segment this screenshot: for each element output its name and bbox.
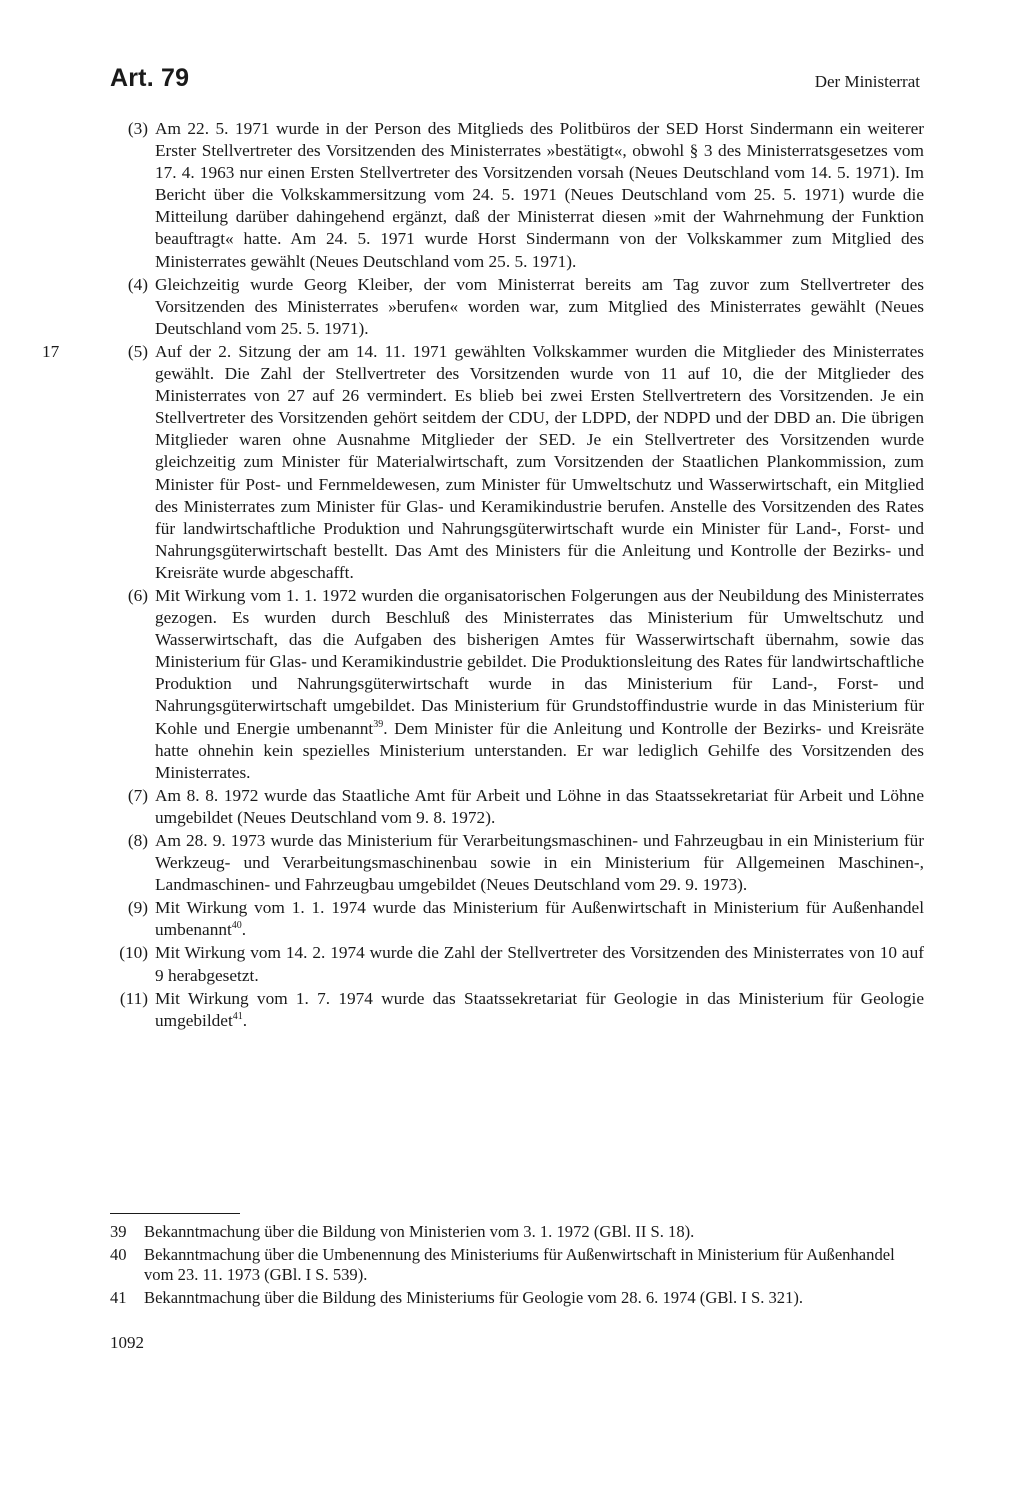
paragraph-number: (5) (127, 341, 148, 361)
paragraph-8 (108, 830, 924, 896)
paragraph-4 (108, 274, 924, 340)
footnote-41 (110, 1288, 925, 1309)
paragraph-text: Gleichzeitig wurde Georg Kleiber, der vom Ministerrat bereits am Tag zuvor zum Stellvertreter des Vorsitzenden des Ministerrates »berufen« worden war, zum Mitglied des Ministerrates gewählt (Neues Deutschland vom 25. 5. 1971). (155, 274, 924, 338)
footnote-number: 41 (110, 1287, 127, 1307)
footnote-text: Bekanntmachung über die Bildung des Ministeriums für Geologie vom 28. 6. 1974 (GBl. I S. 321). (144, 1287, 804, 1307)
footnote-text: Bekanntmachung über die Umbenennung des Ministeriums für Außenwirtschaft in Ministerium für Außenhandel vom 23. 11. 1973 (GBl. I S. 539). (144, 1244, 895, 1284)
paragraph-text: Mit Wirkung vom 14. 2. 1974 wurde die Zahl der Stellvertreter des Vorsitzenden des Ministerrates von 10 auf 9 herabgesetzt. (155, 943, 924, 985)
main-text (42, 118, 924, 1033)
paragraph-7 (108, 785, 924, 829)
paragraph-number: (6) (127, 585, 148, 605)
footnote-text: Bekanntmachung über die Bildung von Ministerien vom 3. 1. 1972 (GBl. II S. 18). (144, 1222, 695, 1241)
paragraph-text: Mit Wirkung vom 1. 1. 1974 wurde das Ministerium für Außenwirtschaft in Ministerium für Außenhandel umbenannt (155, 898, 924, 940)
footnote-ref-40[interactable]: 40 (231, 920, 242, 932)
paragraph-text-cont: . Dem Minister für die Anleitung und Kontrolle der Bezirks- und Kreisräte hatte ohnehin kein spezielles Ministerium unterstanden. Er war lediglich Gehilfe des Vorsitzenden des Ministerrates. (155, 718, 924, 782)
footnote-ref-39[interactable]: 39 (373, 718, 384, 730)
page-number: 1092 (110, 1333, 144, 1352)
paragraph-number: (11) (119, 988, 148, 1008)
paragraph-number: (8) (127, 831, 148, 850)
paragraph-10 (108, 942, 924, 986)
paragraph-text: Am 8. 8. 1972 wurde das Staatliche Amt für Arbeit und Löhne in das Staatssekretariat für Arbeit und Löhne umgebildet (Neues Deutschland vom 9. 8. 1972). (155, 785, 924, 827)
paragraph-text: Am 22. 5. 1971 wurde in der Person des Mitglieds des Politbüros der SED Horst Sindermann ein weiterer Erster Stellvertreter des Vorsitzenden des Ministerrates »bestätigt«, obwohl § 3 des Ministerratsgesetzes vom 17. 4. 1963 nur einen Ersten Stellvertreter des Vorsitzenden vorsah (Neues Deutschland vom 14. 5. 1971). Im Bericht über die Volkskammersitzung vom 24. 5. 1971 (Neues Deutschland vom 25. 5. 1971) wurde die Mitteilung darüber dahingehend ergänzt, daß der Ministerrat diesen »mit der Wahrnehmung der Funktion beauftragt« hatte. Am 24. 5. 1971 wurde Horst Sindermann von der Volkskammer zum Mitglied des Ministerrates gewählt (Neues Deutschland vom 25. 5. 1971). (155, 119, 924, 271)
paragraph-text-cont: . (242, 1010, 248, 1030)
paragraph-text: Mit Wirkung vom 1. 7. 1974 wurde das Staatssekretariat für Geologie in das Ministerium für Geologie umgebildet (155, 988, 924, 1030)
running-head: Der Ministerrat (814, 72, 920, 91)
paragraph-11 (108, 988, 924, 1032)
paragraph-text: Mit Wirkung vom 1. 1. 1972 wurden die organisatorischen Folgerungen aus der Neubildung des Ministerrates gezogen. Es wurden durch Beschluß des Ministerrates das Ministerium für Umweltschutz und Wasserwirtschaft, das die Aufgaben des bisherigen Amtes für Wasserwirtschaft übernahm, sowie das Ministerium für Glas- und Keramikindustrie gebildet. Die Produktionsleitung des Rates für landwirtschaftliche Produktion und Nahrungsgüterwirtschaft wurde in das Ministerium für Land-, Forst- und Nahrungsgüterwirtschaft umgebildet. Das Ministerium für Grundstoffindustrie wurde in das Ministerium für Kohle und Energie umbenannt (155, 585, 924, 738)
footnote-rule (110, 1213, 240, 1214)
paragraph-number: (10) (119, 943, 148, 963)
paragraph-6 (108, 585, 924, 784)
footnote-39 (110, 1222, 925, 1243)
footnote-40 (110, 1245, 925, 1286)
article-heading: Art. 79 (110, 64, 190, 92)
footnote-number: 40 (110, 1244, 127, 1264)
paragraph-number: (4) (127, 274, 148, 294)
paragraph-number: (7) (127, 785, 148, 805)
paragraph-text-cont: . (241, 920, 247, 940)
footnotes (110, 1222, 925, 1310)
margin-number: 17 (42, 341, 60, 361)
paragraph-9 (108, 897, 924, 941)
footnote-ref-41[interactable]: 41 (232, 1010, 243, 1022)
paragraph-5 (42, 341, 924, 584)
paragraph-3 (108, 118, 924, 273)
paragraph-number: (9) (127, 898, 148, 918)
paragraph-text: Auf der 2. Sitzung der am 14. 11. 1971 gewählten Volkskammer wurden die Mitglieder des Ministerrates gewählt. Die Zahl der Stellvertreter des Vorsitzenden wurde von 11 auf 10, die der Mitglieder des Ministerrates von 27 auf 26 vermindert. Es blieb bei zwei Ersten Stellvertretern des Vorsitzenden. Je ein Stellvertreter des Vorsitzenden gehört seitdem der CDU, der LDPD, der NDPD und der DBD an. Die übrigen Mitglieder waren ohne Ausnahme Mitglieder der SED. Je ein Stellvertreter des Vorsitzenden wurde gleichzeitig zum Minister für Materialwirtschaft, zum Vorsitzenden der Staatlichen Plankommission, zum Minister für Post- und Fernmeldewesen, zum Minister für Umweltschutz und Wasserwirtschaft, ein Mitglied des Ministerrates zum Minister für Glas- und Keramikindustrie berufen. Anstelle des Vorsitzenden des Rates für landwirtschaftliche Produktion und Nahrungsgüterwirtschaft wurde ein Minister für Land-, Forst- und Nahrungsgüterwirtschaft bestellt. Das Amt des Ministers für die Anleitung und Kontrolle der Bezirks- und Kreisräte wurde abgeschafft. (155, 341, 924, 582)
paragraph-number: (3) (127, 119, 148, 138)
footnote-number: 39 (110, 1222, 127, 1241)
paragraph-text: Am 28. 9. 1973 wurde das Ministerium für Verarbeitungsmaschinen- und Fahrzeugbau in ein Ministerium für Werkzeug- und Verarbeitungsmaschinenbau sowie in ein Ministerium für Allgemeinen Maschinen-, Landmaschinen- und Fahrzeugbau umgebildet (Neues Deutschland vom 29. 9. 1973). (155, 831, 924, 895)
